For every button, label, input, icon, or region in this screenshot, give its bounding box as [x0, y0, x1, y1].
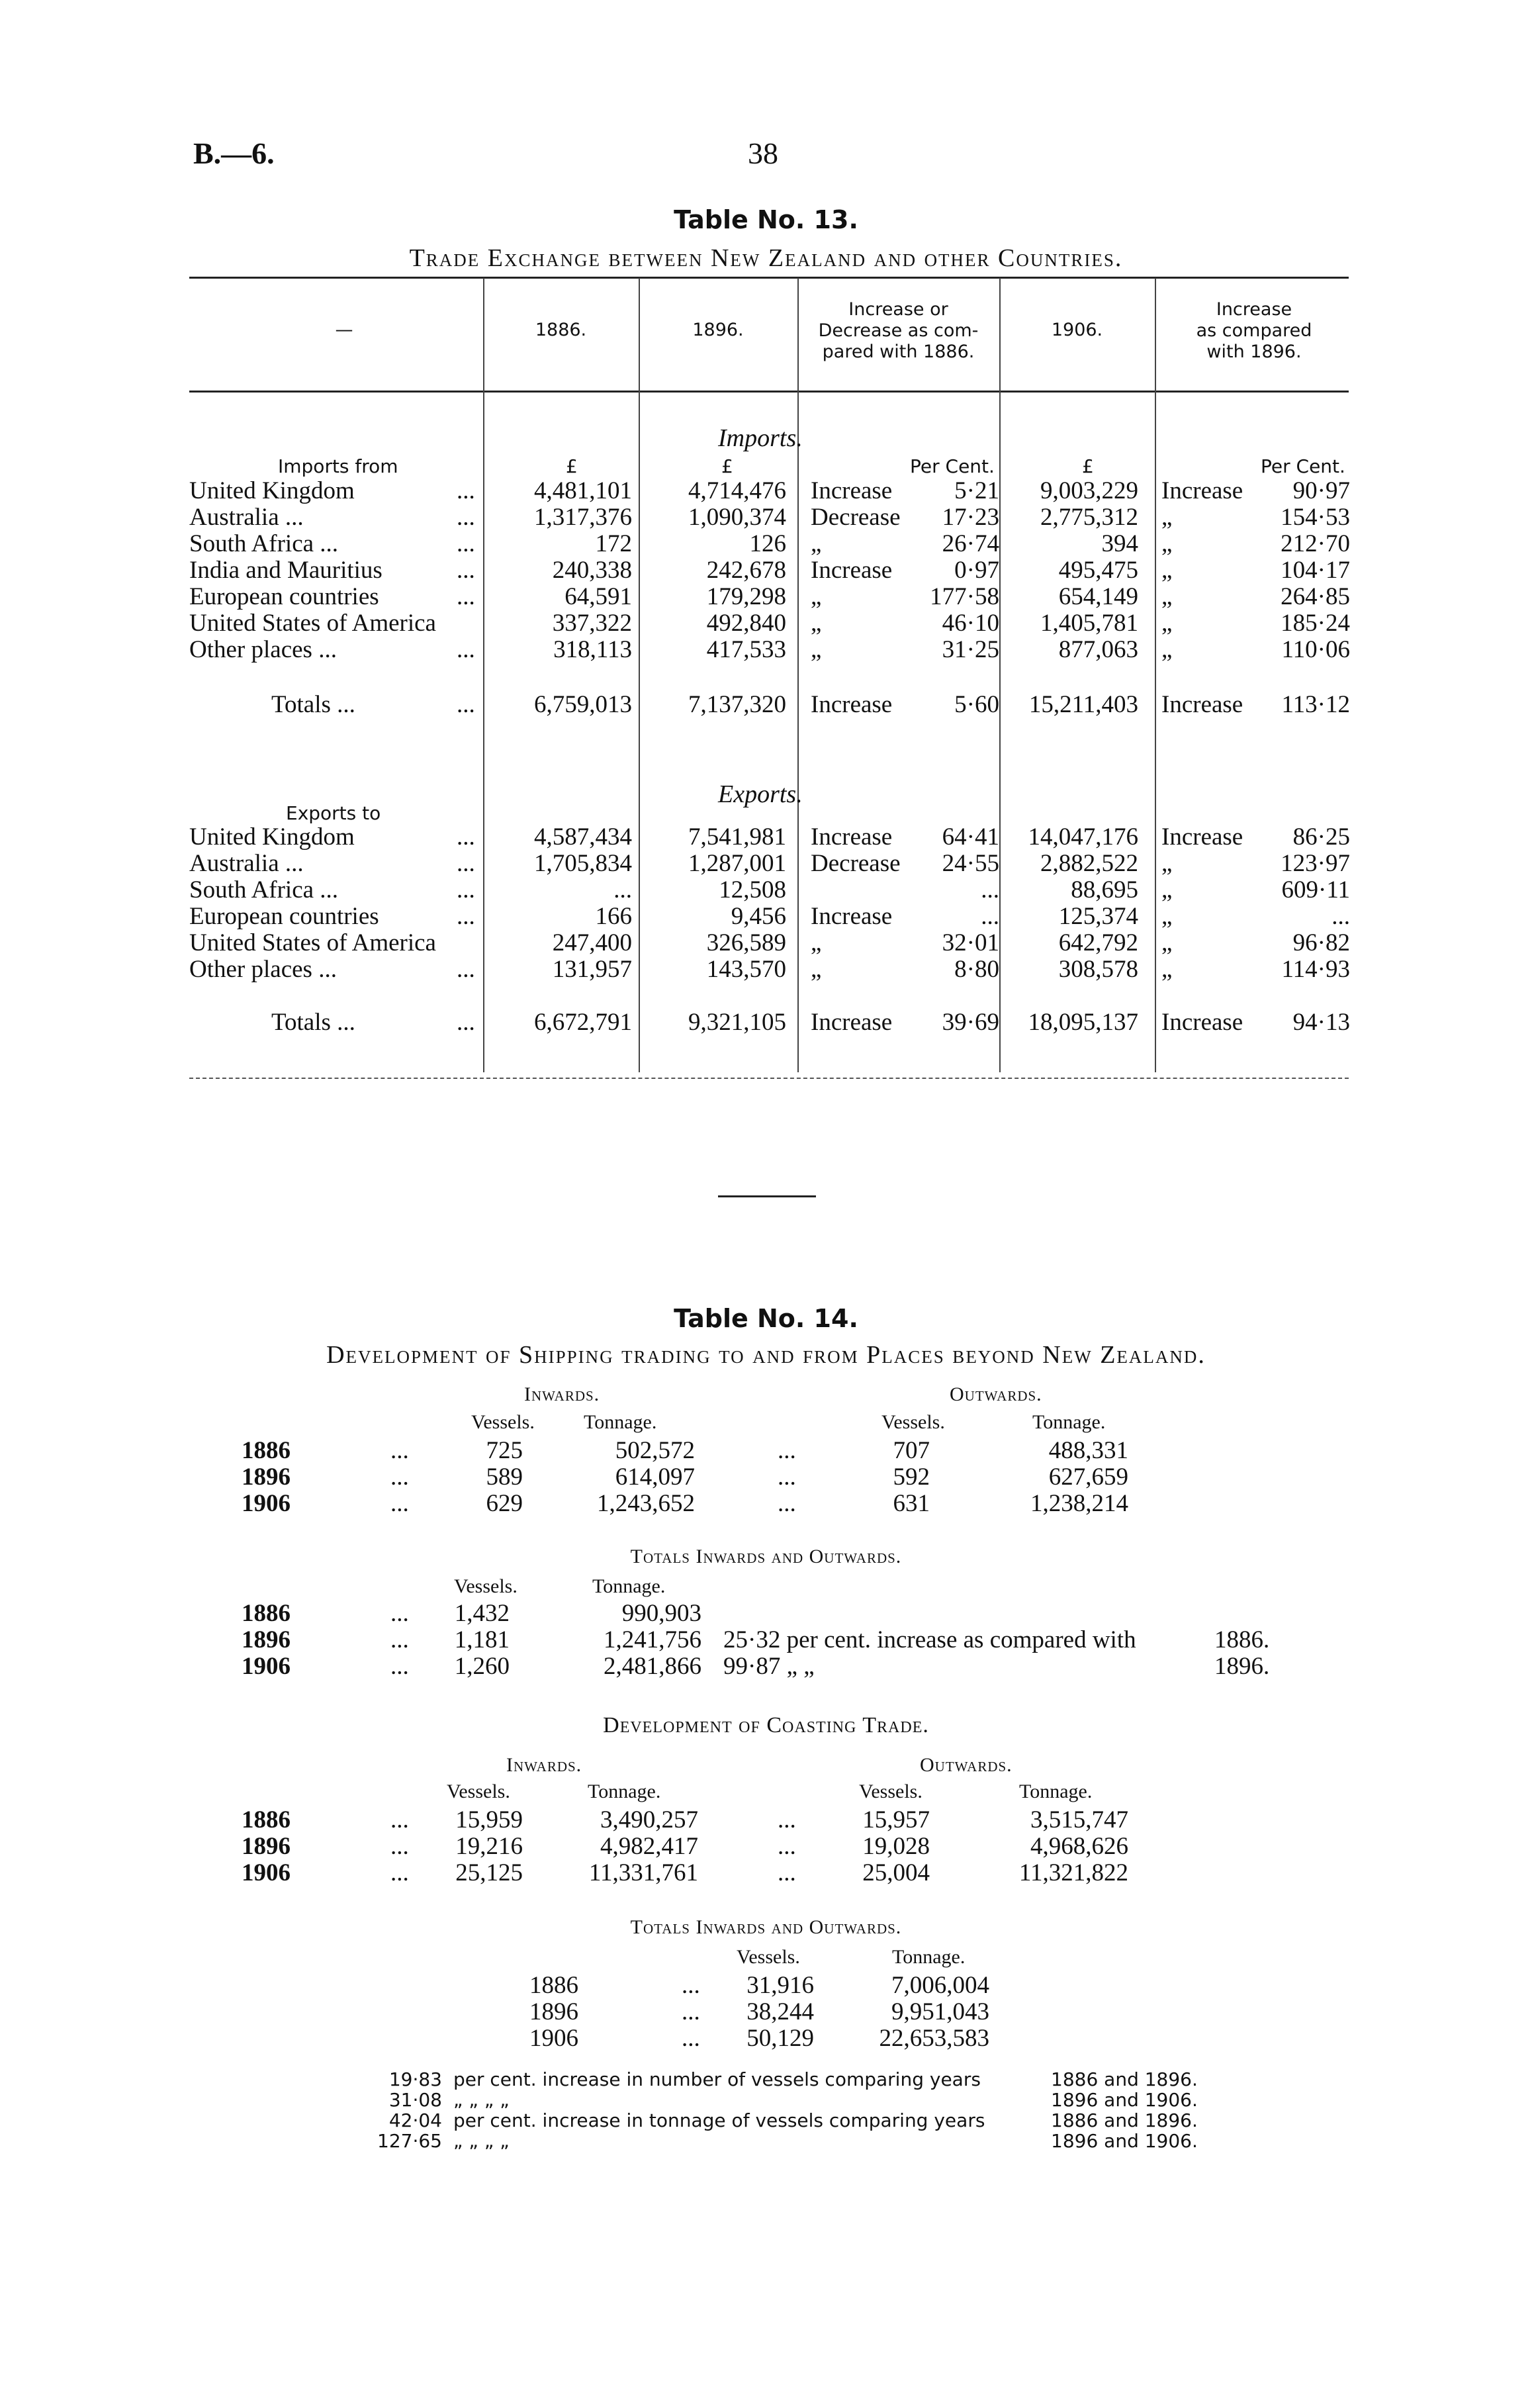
- inward-tonnage: 11,331,761: [588, 1859, 698, 1886]
- row-label: South Africa ...: [189, 876, 339, 903]
- outward-tonnage: 1,238,214: [1030, 1490, 1128, 1517]
- value-1886: 6,672,791: [534, 1009, 632, 1036]
- increase-percent: 90·97: [1292, 477, 1350, 504]
- change-direction: Increase: [811, 823, 893, 851]
- value-1906: 308,578: [1058, 956, 1138, 983]
- table13-subtitle: Trade Exchange between New Zealand and other Countries.: [409, 244, 1123, 272]
- increase-direction: Increase: [1161, 823, 1243, 851]
- value-1886: 4,587,434: [534, 823, 632, 851]
- outwards-heading: Outwards.: [950, 1383, 1042, 1405]
- unit-percent: Per Cent.: [1261, 455, 1345, 477]
- leader-dots: ...: [390, 1463, 409, 1491]
- value-1886: 318,113: [553, 636, 632, 663]
- row-label: India and Mauritius: [189, 557, 383, 584]
- leader-dots: ...: [390, 1833, 409, 1860]
- total-vessels: 38,244: [746, 1998, 814, 2025]
- year: 1906: [242, 1490, 291, 1517]
- table13-title: Table No. 13.: [674, 205, 858, 234]
- inward-tonnage: 4,982,417: [600, 1833, 698, 1860]
- total-vessels: 1,260: [454, 1653, 510, 1680]
- row-leader-dots: ...: [457, 1009, 475, 1036]
- value-1906: 14,047,176: [1028, 823, 1138, 851]
- col-head-line: pared with 1886.: [822, 342, 975, 362]
- table13-top-rule: [189, 277, 1349, 279]
- row-leader-dots: ...: [457, 477, 475, 504]
- value-1896: 126: [749, 530, 786, 557]
- change-percent: 31·25: [942, 636, 999, 663]
- row-label: Totals ...: [271, 1009, 355, 1036]
- total-vessels: 50,129: [746, 2025, 814, 2052]
- col-head-1886: 1886.: [535, 320, 587, 340]
- change-direction: Increase: [811, 557, 893, 584]
- inward-vessels: 15,959: [455, 1806, 523, 1833]
- value-1886: 172: [595, 530, 632, 557]
- value-1906: 642,792: [1058, 929, 1138, 956]
- value-1886: 1,705,834: [534, 850, 632, 877]
- note-text: „ „ „ „: [453, 2130, 510, 2152]
- vessels-heading: Vessels.: [454, 1575, 518, 1597]
- comparison-year: 1886.: [1214, 1626, 1270, 1653]
- increase-direction: „: [1161, 583, 1173, 610]
- change-percent: 8·80: [954, 956, 999, 983]
- note-percent: 31·08: [388, 2089, 442, 2111]
- note-percent: 42·04: [388, 2109, 442, 2131]
- value-1896: 9,321,105: [688, 1009, 786, 1036]
- increase-direction: „: [1161, 610, 1173, 637]
- table13-header-rule: [189, 391, 1349, 393]
- leader-dots: ...: [390, 1859, 409, 1886]
- column-divider: [483, 278, 484, 1072]
- year: 1886: [242, 1806, 291, 1833]
- column-divider: [639, 278, 640, 1072]
- increase-direction: „: [1161, 903, 1173, 930]
- increase-direction: „: [1161, 530, 1173, 557]
- leader-dots: ...: [390, 1600, 409, 1627]
- value-1886: 337,322: [552, 610, 632, 637]
- increase-percent: 96·82: [1292, 929, 1350, 956]
- note-years: 1886 and 1896.: [1051, 2068, 1198, 2090]
- imports-section-label: Imports.: [718, 424, 803, 452]
- leader-dots: ...: [778, 1859, 796, 1886]
- increase-direction: „: [1161, 504, 1173, 531]
- value-1906: 495,475: [1058, 557, 1138, 584]
- vessels-heading: Vessels.: [881, 1411, 945, 1433]
- row-leader-dots: ...: [457, 850, 475, 877]
- row-leader-dots: ...: [457, 583, 475, 610]
- outward-vessels: 631: [893, 1490, 930, 1517]
- increase-percent: 264·85: [1281, 583, 1350, 610]
- row-label: European countries: [189, 903, 379, 930]
- inward-vessels: 629: [486, 1490, 523, 1517]
- col-head-line: Decrease as com-: [818, 320, 979, 341]
- inwards-heading: Inwards.: [524, 1383, 600, 1405]
- value-1896: 7,541,981: [688, 823, 786, 851]
- year: 1896: [529, 1998, 578, 2025]
- increase-direction: „: [1161, 636, 1173, 663]
- increase-percent: ...: [1331, 903, 1350, 930]
- outward-tonnage: 11,321,822: [1018, 1859, 1128, 1886]
- change-percent: 46·10: [942, 610, 999, 637]
- change-percent: ...: [981, 903, 999, 930]
- tonnage-heading: Tonnage.: [1032, 1411, 1106, 1433]
- outward-vessels: 592: [893, 1463, 930, 1491]
- row-label: Other places ...: [189, 956, 337, 983]
- value-1896: 492,840: [706, 610, 786, 637]
- increase-direction: „: [1161, 850, 1173, 877]
- row-label: Australia ...: [189, 850, 304, 877]
- increase-direction: Increase: [1161, 477, 1243, 504]
- value-1896: 1,287,001: [688, 850, 786, 877]
- coasting-totals-heading: Totals Inwards and Outwards.: [630, 1916, 902, 1938]
- value-1896: 1,090,374: [688, 504, 786, 531]
- increase-percent: 86·25: [1292, 823, 1350, 851]
- year: 1886: [242, 1600, 291, 1627]
- outward-vessels: 707: [893, 1437, 930, 1464]
- value-1906: 877,063: [1058, 636, 1138, 663]
- value-1906: 394: [1101, 530, 1138, 557]
- value-1886: 4,481,101: [534, 477, 632, 504]
- increase-percent: 185·24: [1281, 610, 1350, 637]
- tonnage-heading: Tonnage.: [588, 1781, 661, 1802]
- document-reference: B.—6.: [193, 136, 275, 170]
- outward-tonnage: 627,659: [1048, 1463, 1128, 1491]
- inward-tonnage: 1,243,652: [597, 1490, 695, 1517]
- coasting-heading: Development of Coasting Trade.: [603, 1713, 929, 1737]
- inward-tonnage: 614,097: [615, 1463, 695, 1491]
- change-direction: Decrease: [811, 850, 901, 877]
- value-1886: 64,591: [564, 583, 632, 610]
- year: 1896: [242, 1833, 291, 1860]
- increase-percent: 110·06: [1281, 636, 1350, 663]
- leader-dots: ...: [682, 2025, 700, 2052]
- row-leader-dots: ...: [457, 530, 475, 557]
- change-direction: „: [811, 583, 822, 610]
- unit-pound: £: [1082, 455, 1094, 477]
- value-1886: ...: [613, 876, 632, 903]
- total-vessels: 1,181: [454, 1626, 510, 1653]
- col-head-increase-1896: [1158, 299, 1350, 363]
- comparison-year: 1896.: [1214, 1653, 1270, 1680]
- change-percent: 64·41: [942, 823, 999, 851]
- inward-vessels: 19,216: [455, 1833, 523, 1860]
- row-leader-dots: ...: [457, 876, 475, 903]
- leader-dots: ...: [390, 1653, 409, 1680]
- year: 1896: [242, 1463, 291, 1491]
- note-text: per cent. increase in number of vessels comparing years: [453, 2068, 981, 2090]
- increase-note: 99·87 „ „: [723, 1653, 815, 1680]
- col-head-blank: —: [335, 320, 353, 340]
- increase-direction: „: [1161, 876, 1173, 903]
- total-vessels: 1,432: [454, 1600, 510, 1627]
- change-percent: ...: [981, 876, 999, 903]
- outward-tonnage: 488,331: [1048, 1437, 1128, 1464]
- leader-dots: ...: [390, 1437, 409, 1464]
- year: 1906: [242, 1859, 291, 1886]
- change-direction: Increase: [811, 1009, 893, 1036]
- unit-pound: £: [721, 455, 733, 477]
- increase-percent: 94·13: [1292, 1009, 1350, 1036]
- table13-bottom-rule: [189, 1078, 1349, 1079]
- column-divider: [797, 278, 799, 1072]
- col-head-line: as compared: [1196, 320, 1312, 341]
- change-percent: 17·23: [942, 504, 999, 531]
- page-number: 38: [748, 136, 778, 170]
- unit-percent: Per Cent.: [910, 455, 995, 477]
- col-head-line: Increase or: [848, 299, 948, 320]
- vessels-heading: Vessels.: [447, 1781, 510, 1802]
- change-direction: Increase: [811, 477, 893, 504]
- change-percent: 0·97: [954, 557, 999, 584]
- value-1886: 131,957: [552, 956, 632, 983]
- row-label: United Kingdom: [189, 477, 355, 504]
- increase-note: 25·32 per cent. increase as compared with: [723, 1626, 1136, 1653]
- note-text: „ „ „ „: [453, 2089, 510, 2111]
- value-1896: 143,570: [706, 956, 786, 983]
- change-percent: 24·55: [942, 850, 999, 877]
- value-1886: 240,338: [552, 557, 632, 584]
- col-head-1906: 1906.: [1051, 320, 1103, 340]
- leader-dots: ...: [390, 1626, 409, 1653]
- note-years: 1896 and 1906.: [1051, 2089, 1198, 2111]
- col-head-change-1886: [801, 299, 996, 363]
- note-percent: 19·83: [388, 2068, 442, 2090]
- change-percent: 26·74: [942, 530, 999, 557]
- leader-dots: ...: [778, 1463, 796, 1491]
- change-percent: 5·21: [954, 477, 999, 504]
- leader-dots: ...: [778, 1437, 796, 1464]
- outward-tonnage: 4,968,626: [1030, 1833, 1128, 1860]
- total-tonnage: 22,653,583: [879, 2025, 989, 2052]
- row-leader-dots: ...: [457, 903, 475, 930]
- leader-dots: ...: [682, 1998, 700, 2025]
- inward-tonnage: 3,490,257: [600, 1806, 698, 1833]
- row-leader-dots: ...: [457, 823, 475, 851]
- vessels-heading: Vessels.: [859, 1781, 923, 1802]
- coasting-inwards-heading: Inwards.: [506, 1754, 582, 1776]
- table14-title: Table No. 14.: [674, 1304, 858, 1333]
- note-text: per cent. increase in tonnage of vessels comparing years: [453, 2109, 985, 2131]
- increase-percent: 609·11: [1281, 876, 1350, 903]
- row-label: Other places ...: [189, 636, 337, 663]
- change-direction: „: [811, 929, 822, 956]
- col-head-1896: 1896.: [692, 320, 744, 340]
- outward-vessels: 19,028: [862, 1833, 930, 1860]
- total-tonnage: 7,006,004: [891, 1972, 989, 1999]
- increase-direction: „: [1161, 557, 1173, 584]
- leader-dots: ...: [778, 1490, 796, 1517]
- row-label: South Africa ...: [189, 530, 339, 557]
- increase-percent: 123·97: [1281, 850, 1350, 877]
- vessels-heading: Vessels.: [737, 1946, 800, 1968]
- unit-pound: £: [566, 455, 578, 477]
- outward-vessels: 15,957: [862, 1806, 930, 1833]
- leader-dots: ...: [390, 1490, 409, 1517]
- value-1906: 2,882,522: [1040, 850, 1138, 877]
- table14-subtitle: Development of Shipping trading to and from Places beyond New Zealand.: [326, 1341, 1206, 1369]
- value-1896: 9,456: [731, 903, 786, 930]
- vessels-heading: Vessels.: [471, 1411, 535, 1433]
- inward-vessels: 725: [486, 1437, 523, 1464]
- leader-dots: ...: [390, 1806, 409, 1833]
- tonnage-heading: Tonnage.: [592, 1575, 666, 1597]
- inward-vessels: 589: [486, 1463, 523, 1491]
- value-1886: 6,759,013: [534, 691, 632, 718]
- imports-from-label: Imports from: [278, 455, 398, 477]
- value-1896: 417,533: [706, 636, 786, 663]
- value-1906: 654,149: [1058, 583, 1138, 610]
- leader-dots: ...: [778, 1833, 796, 1860]
- note-years: 1886 and 1896.: [1051, 2109, 1198, 2131]
- row-label: Australia ...: [189, 504, 304, 531]
- total-tonnage: 2,481,866: [604, 1653, 701, 1680]
- change-direction: „: [811, 956, 822, 983]
- total-tonnage: 990,903: [621, 1600, 701, 1627]
- inward-tonnage: 502,572: [615, 1437, 695, 1464]
- increase-percent: 113·12: [1281, 691, 1350, 718]
- row-label: European countries: [189, 583, 379, 610]
- note-years: 1896 and 1906.: [1051, 2130, 1198, 2152]
- coasting-outwards-heading: Outwards.: [920, 1754, 1013, 1776]
- outward-tonnage: 3,515,747: [1030, 1806, 1128, 1833]
- year: 1886: [529, 1972, 578, 1999]
- increase-percent: 212·70: [1281, 530, 1350, 557]
- column-divider: [999, 278, 1001, 1072]
- exports-section-label: Exports.: [718, 780, 803, 808]
- year: 1896: [242, 1626, 291, 1653]
- total-tonnage: 9,951,043: [891, 1998, 989, 2025]
- increase-direction: „: [1161, 929, 1173, 956]
- value-1896: 7,137,320: [688, 691, 786, 718]
- row-label: United States of America: [189, 610, 436, 637]
- value-1886: 166: [595, 903, 632, 930]
- value-1906: 9,003,229: [1040, 477, 1138, 504]
- change-percent: 32·01: [942, 929, 999, 956]
- change-percent: 5·60: [954, 691, 999, 718]
- change-direction: Increase: [811, 903, 893, 930]
- exports-to-label: Exports to: [286, 802, 381, 824]
- value-1896: 12,508: [719, 876, 786, 903]
- increase-percent: 114·93: [1281, 956, 1350, 983]
- inward-vessels: 25,125: [455, 1859, 523, 1886]
- tonnage-heading: Tonnage.: [1019, 1781, 1093, 1802]
- change-percent: 177·58: [930, 583, 999, 610]
- value-1906: 125,374: [1058, 903, 1138, 930]
- value-1886: 1,317,376: [534, 504, 632, 531]
- row-leader-dots: ...: [457, 636, 475, 663]
- increase-direction: Increase: [1161, 1009, 1243, 1036]
- leader-dots: ...: [682, 1972, 700, 1999]
- value-1886: 247,400: [552, 929, 632, 956]
- value-1906: 88,695: [1071, 876, 1138, 903]
- change-direction: Decrease: [811, 504, 901, 531]
- value-1896: 242,678: [706, 557, 786, 584]
- change-direction: „: [811, 530, 822, 557]
- total-tonnage: 1,241,756: [604, 1626, 701, 1653]
- increase-percent: 154·53: [1281, 504, 1350, 531]
- year: 1906: [529, 2025, 578, 2052]
- totals-heading: Totals Inwards and Outwards.: [630, 1546, 902, 1567]
- increase-percent: 104·17: [1281, 557, 1350, 584]
- col-head-line: with 1896.: [1206, 342, 1302, 362]
- change-percent: 39·69: [942, 1009, 999, 1036]
- note-percent: 127·65: [377, 2130, 442, 2152]
- column-divider: [1155, 278, 1156, 1072]
- tonnage-heading: Tonnage.: [584, 1411, 657, 1433]
- tonnage-heading: Tonnage.: [892, 1946, 966, 1968]
- row-label: United Kingdom: [189, 823, 355, 851]
- row-leader-dots: ...: [457, 691, 475, 718]
- value-1896: 326,589: [706, 929, 786, 956]
- row-leader-dots: ...: [457, 504, 475, 531]
- value-1896: 179,298: [706, 583, 786, 610]
- leader-dots: ...: [778, 1806, 796, 1833]
- change-direction: „: [811, 610, 822, 637]
- value-1896: 4,714,476: [688, 477, 786, 504]
- value-1906: 18,095,137: [1028, 1009, 1138, 1036]
- row-leader-dots: ...: [457, 956, 475, 983]
- row-label: United States of America: [189, 929, 436, 956]
- change-direction: „: [811, 636, 822, 663]
- section-separator: [718, 1195, 816, 1197]
- total-vessels: 31,916: [746, 1972, 814, 1999]
- row-label: Totals ...: [271, 691, 355, 718]
- change-direction: Increase: [811, 691, 893, 718]
- increase-direction: Increase: [1161, 691, 1243, 718]
- increase-direction: „: [1161, 956, 1173, 983]
- value-1906: 1,405,781: [1040, 610, 1138, 637]
- value-1906: 15,211,403: [1028, 691, 1138, 718]
- year: 1886: [242, 1437, 291, 1464]
- value-1906: 2,775,312: [1040, 504, 1138, 531]
- outward-vessels: 25,004: [862, 1859, 930, 1886]
- year: 1906: [242, 1653, 291, 1680]
- row-leader-dots: ...: [457, 557, 475, 584]
- col-head-line: Increase: [1216, 299, 1292, 320]
